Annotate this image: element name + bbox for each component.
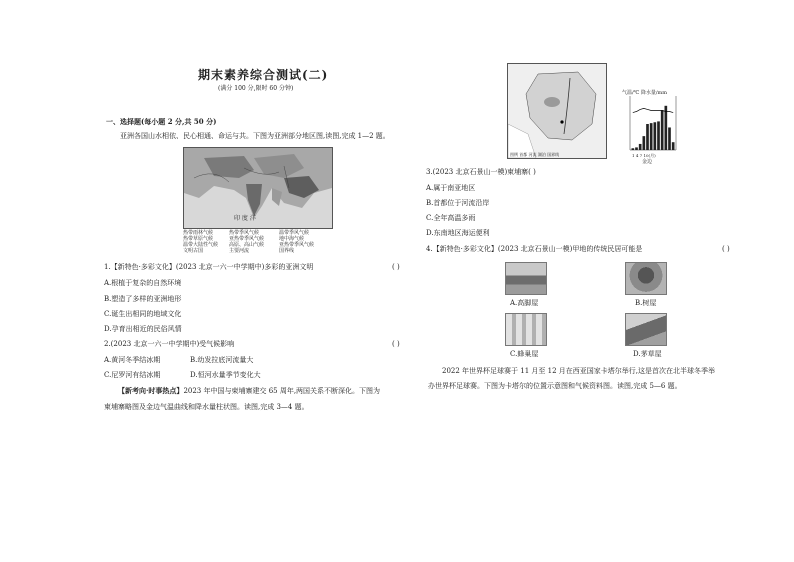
precip-bar xyxy=(635,147,638,150)
photo-caption-c: C.蜂巢屋 xyxy=(510,350,539,358)
photo-stilt-house xyxy=(505,262,547,295)
q1-option-a: A.根植于复杂的自然环境 xyxy=(104,279,182,287)
legend-item: 国界线 xyxy=(279,248,295,254)
cambodia-map-graphic xyxy=(508,64,606,158)
precip-bar xyxy=(665,106,668,150)
answer-blank: ( ) xyxy=(392,340,400,348)
q3-option-d: D.东南地区海运便利 xyxy=(426,229,490,237)
lead-5-6-line1: 2022 年世界杯足球赛于 11 月至 12 月在西亚国家卡塔尔举行,这是首次在北半球冬季举 xyxy=(442,367,715,375)
q2-option-d: D.恒河水量季节变化大 xyxy=(190,371,261,379)
photo-tree-house xyxy=(625,262,667,295)
legend-item: 主要河流 xyxy=(229,248,250,254)
climate-plot xyxy=(622,96,684,158)
precip-bar xyxy=(661,110,664,150)
photo-beehive-house xyxy=(505,313,547,346)
lead-text: 2023 年中国与柬埔寨建交 65 周年,两国关系不断深化。下图为 xyxy=(183,387,381,395)
legend-item: 亚热带季风气候 xyxy=(229,236,265,242)
legend-item: 热带草原气候 xyxy=(183,236,214,242)
precip-bar xyxy=(654,122,657,150)
q3-option-a: A.属于南亚地区 xyxy=(426,184,476,192)
question-1-stem: 1.【新特色·多彩文化】(2023 北京一六一中学期中)多彩的亚洲文明 xyxy=(104,263,314,271)
cambodia-map xyxy=(507,63,607,159)
lead-3-4-line2: 柬埔寨略图及金边气温曲线和降水量柱状图。读图,完成 3—4 题。 xyxy=(104,403,309,411)
lead-5-6-line2: 办世界杯足球赛。下图为卡塔尔的位置示意图和气候资料图。读图,完成 5—6 题。 xyxy=(428,382,682,390)
legend-item: 文明古国 xyxy=(183,248,204,254)
lead-3-4-line1 xyxy=(118,386,380,396)
climate-city-label: 金边 xyxy=(642,159,653,165)
lead-tag: 【新考向·时事热点】 xyxy=(118,386,184,395)
question-4-stem: 4.【新特色·多彩文化】(2023 北京石景山一模)甲地的传统民居可能是 xyxy=(426,245,643,253)
precip-bar xyxy=(643,136,646,150)
q1-option-c: C.诞生出相同的地域文化 xyxy=(104,310,182,318)
precip-bar xyxy=(632,148,635,150)
q2-option-b: B.幼发拉底河流量大 xyxy=(190,356,254,364)
legend-item: 热带季风气候 xyxy=(229,230,260,236)
photo-caption-a: A.高脚屋 xyxy=(510,299,539,307)
photo-thatched-house xyxy=(625,313,667,346)
photo-caption-d: D.茅草屋 xyxy=(633,350,662,358)
precip-bar xyxy=(639,144,642,150)
legend-item: 温带大陆性气候 xyxy=(183,242,219,248)
q3-option-b: B.首都位于河流沿岸 xyxy=(426,199,490,207)
question-2-stem: 2.(2023 北京一六一中学期中)受气候影响 xyxy=(104,340,235,348)
precip-bar xyxy=(668,127,671,150)
question-3-stem: 3.(2023 北京石景山一模)柬埔寨( ) xyxy=(426,168,536,176)
precip-bar xyxy=(672,142,675,150)
intro-text: 亚洲各国山水相依、民心相通、命运与共。下图为亚洲部分地区图,读图,完成 1—2 题。 xyxy=(120,132,390,140)
legend-item: 温带季风气候 xyxy=(279,230,310,236)
precip-bar xyxy=(657,121,660,150)
photo-caption-b: B.树屋 xyxy=(635,299,657,307)
legend-item: 热带雨林气候 xyxy=(183,230,214,236)
answer-blank: ( ) xyxy=(722,245,730,253)
asia-map-graphic xyxy=(184,148,332,228)
page-title: 期末素养综合测试(二) xyxy=(198,68,329,82)
legend-item: 亚热带季风气候 xyxy=(279,242,315,248)
legend-item: 地中海气候 xyxy=(279,236,305,242)
climate-x-ticks: 1 4 7 10(月) xyxy=(632,153,656,158)
asia-map xyxy=(183,147,333,229)
precip-bar xyxy=(650,123,653,150)
page-subtitle: (满分 100 分,限时 60 分钟) xyxy=(218,85,294,92)
q3-option-c: C.全年高温多雨 xyxy=(426,214,476,222)
climate-axis-titles: 气温/℃ 降水量/mm xyxy=(622,90,668,96)
sea-label: 印 度 洋 xyxy=(234,215,256,222)
climate-chart xyxy=(622,88,684,168)
answer-blank: ( ) xyxy=(392,263,400,271)
legend-item: 高原、高山气候 xyxy=(229,242,265,248)
section-heading: 一、选择题(每小题 2 分,共 50 分) xyxy=(106,117,217,126)
q2-option-a: A.黄河冬季结冰期 xyxy=(104,356,161,364)
q1-option-b: B.塑造了多样的亚洲地形 xyxy=(104,295,182,303)
q2-option-c: C.尼罗河有结冰期 xyxy=(104,371,161,379)
cambodia-map-legend: 图例 首都 河流 湖泊 国界线 xyxy=(510,152,560,157)
precip-bar xyxy=(646,124,649,150)
q1-option-d: D.孕育出相近的民俗风情 xyxy=(104,325,182,333)
